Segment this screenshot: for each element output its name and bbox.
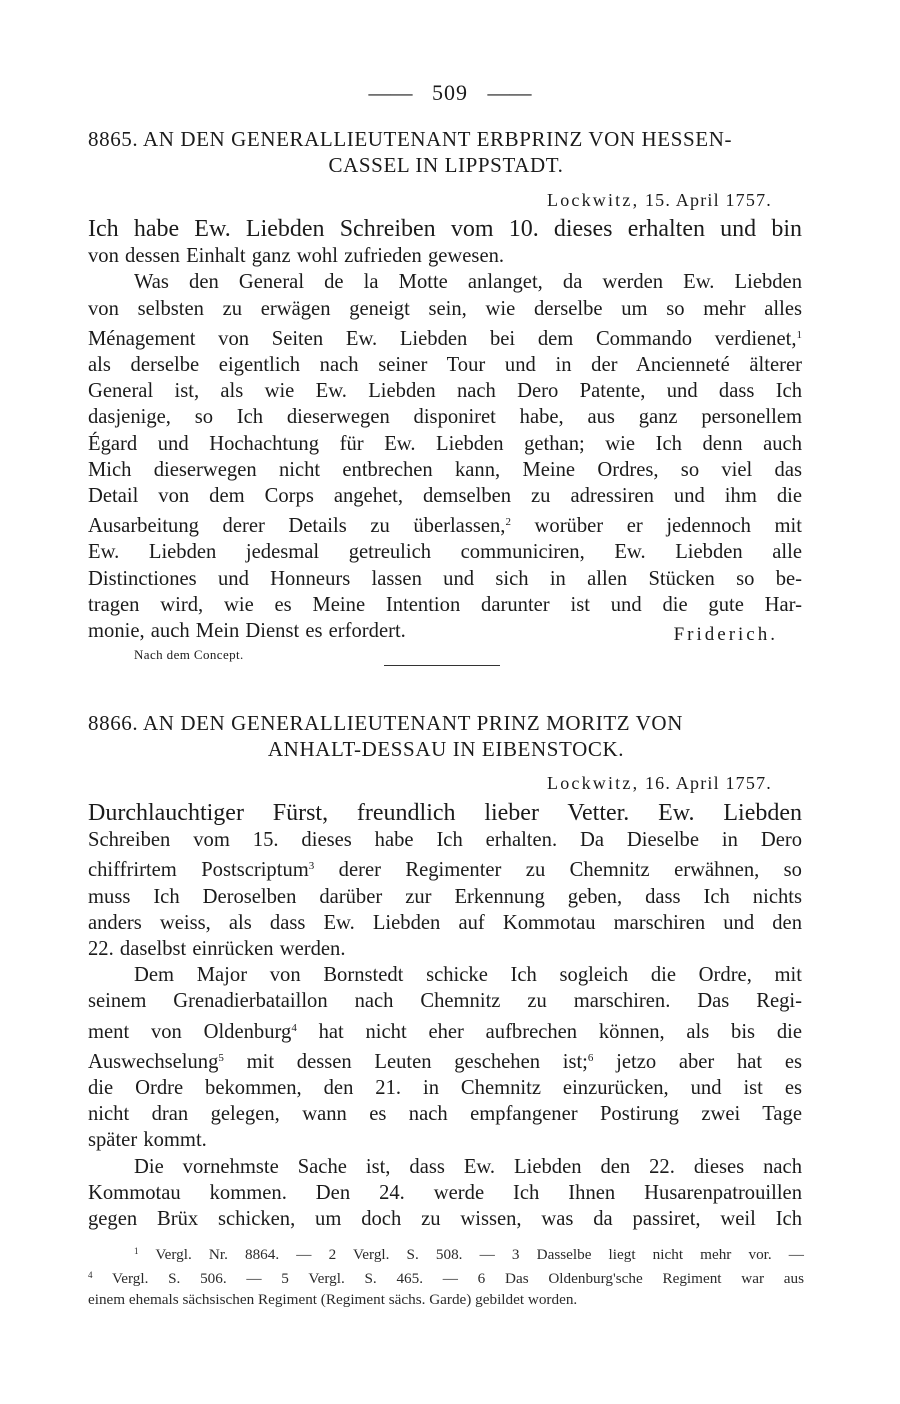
body-line: nicht dran gelegen, wann es nach empfangener Postirung zwei Tage bbox=[88, 1103, 802, 1126]
signature: Friderich. bbox=[673, 624, 778, 645]
body-line bbox=[88, 800, 802, 827]
body-line-text: jetzo aber hat es bbox=[616, 1050, 802, 1073]
body-line bbox=[88, 322, 802, 352]
body-line-text: chiffrirtem Postscriptum bbox=[88, 859, 309, 882]
letter-8865-body bbox=[88, 216, 802, 644]
date-place: Lockwitz, bbox=[547, 190, 640, 210]
body-line-text: Durchlauchtiger Fürst, freundlich lieber Vetter. Ew. Liebden bbox=[88, 800, 802, 826]
letter-8865-dateline bbox=[547, 190, 772, 211]
body-line: Distinctiones und Honneurs lassen und sich in allen Stücken so be- bbox=[88, 567, 802, 590]
footnote-number: 1 bbox=[134, 1246, 139, 1256]
body-line bbox=[88, 853, 802, 883]
body-line: später kommt. bbox=[88, 1129, 207, 1152]
footnote-text: Vergl. Nr. 8864. — 2 Vergl. S. 508. — 3 Dasselbe liegt nicht mehr vor. — bbox=[155, 1246, 804, 1263]
body-line: muss Ich Deroselben darüber zur Erkennung geben, dass Ich nichts bbox=[88, 885, 802, 908]
body-line-text: Auswechselung bbox=[88, 1050, 219, 1073]
date-place: Lockwitz, bbox=[547, 773, 640, 793]
body-line: Dem Major von Bornstedt schicke Ich sogleich die Ordre, mit bbox=[134, 964, 802, 987]
body-line: tragen wird, wie es Meine Intention darunter ist und die gute Har- bbox=[88, 593, 802, 616]
footnote-marker: 1 bbox=[796, 328, 802, 341]
body-line-text: mit dessen Leuten geschehen ist; bbox=[246, 1050, 588, 1073]
heading-line: CASSEL IN LIPPSTADT. bbox=[328, 153, 564, 177]
footnote-line bbox=[88, 1265, 804, 1289]
body-line-text: Ausarbeitung derer Details zu überlassen, bbox=[88, 515, 506, 538]
footnote-text: Vergl. S. 506. — 5 Vergl. S. 465. — 6 Das Oldenburg'sche Regiment war aus bbox=[111, 1270, 804, 1287]
body-line: gegen Brüx schicken, um doch zu wissen, was da passiret, weil Ich bbox=[88, 1208, 802, 1231]
body-line-text: Ich habe Ew. Liebden Schreiben vom 10. dieses erhalten und bin bbox=[88, 216, 802, 242]
body-line-text: Ménagement von Seiten Ew. Liebden bei dem Commando verdienet, bbox=[88, 327, 797, 350]
body-line: Die vornehmste Sache ist, dass Ew. Liebden den 22. dieses nach bbox=[134, 1155, 802, 1178]
body-line: Was den General de la Motte anlanget, da werden Ew. Liebden bbox=[134, 271, 802, 294]
footnote-marker: 3 bbox=[308, 860, 315, 873]
body-line-text: worüber er jedennoch mit bbox=[534, 515, 802, 538]
body-line: von selbsten zu erwägen geneigt sein, wie derselbe um so mehr alles bbox=[88, 297, 802, 320]
heading-line: 8865. AN DEN GENERALLIEUTENANT ERBPRINZ VON HESSEN- bbox=[88, 127, 733, 151]
body-line: die Ordre bekommen, den 21. in Chemnitz einzurücken, und ist es bbox=[88, 1077, 802, 1100]
body-line bbox=[88, 1045, 802, 1075]
body-line: dasjenige, so Ich dieserwegen disponiret habe, aus ganz personellem bbox=[88, 406, 802, 429]
body-line: Kommotau kommen. Den 24. werde Ich Ihnen Husarenpatrouillen bbox=[88, 1181, 802, 1204]
page-number-value: 509 bbox=[432, 80, 468, 105]
letter-8865-heading bbox=[88, 126, 804, 178]
letter-8866-body bbox=[88, 800, 802, 1232]
body-line: Égard und Hochachtung für Ew. Liebden gethan; wie Ich denn auch bbox=[88, 432, 802, 455]
body-line: 22. daselbst einrücken werden. bbox=[88, 938, 346, 961]
body-line: als derselbe eigentlich nach seiner Tour und in der Ancienneté älterer bbox=[88, 354, 802, 377]
section-divider bbox=[384, 665, 500, 666]
body-line: General ist, als wie Ew. Liebden nach Dero Patente, und dass Ich bbox=[88, 380, 802, 403]
heading-line: ANHALT-DESSAU IN EIBENSTOCK. bbox=[267, 737, 625, 761]
body-line bbox=[88, 509, 802, 539]
date-text: 16. April 1757. bbox=[644, 773, 772, 793]
footnote-line: einem ehemals sächsischen Regiment (Regiment sächs. Garde) gebildet worden. bbox=[88, 1291, 578, 1308]
footnotes bbox=[88, 1241, 804, 1310]
footnote-line bbox=[88, 1241, 804, 1265]
body-line: Schreiben vom 15. dieses habe Ich erhalten. Da Dieselbe in Dero bbox=[88, 829, 802, 852]
heading-line: 8866. AN DEN GENERALLIEUTENANT PRINZ MORITZ VON bbox=[88, 711, 683, 735]
date-text: 15. April 1757. bbox=[644, 190, 772, 210]
body-line: Mich dieserwegen nicht entbrechen kann, Meine Ordres, so viel das bbox=[88, 458, 802, 481]
footnote-marker: 4 bbox=[291, 1021, 297, 1034]
footnote-number: 4 bbox=[88, 1270, 93, 1280]
body-line-text: derer Regimenter zu Chemnitz erwähnen, so bbox=[338, 859, 802, 882]
body-line: von dessen Einhalt ganz wohl zufrieden gewesen. bbox=[88, 245, 505, 268]
letter-8866-dateline bbox=[547, 773, 772, 794]
page-number: —— 509 —— bbox=[368, 80, 532, 105]
body-line: Ew. Liebden jedesmal getreulich communiciren, Ew. Liebden alle bbox=[88, 541, 802, 564]
footnote-marker: 6 bbox=[587, 1051, 594, 1064]
source-note: Nach dem Concept. bbox=[134, 647, 244, 662]
body-line: Detail von dem Corps angehet, demselben zu adressiren und ihm die bbox=[88, 485, 802, 508]
body-line: anders weiss, als dass Ew. Liebden auf Kommotau marschiren und den bbox=[88, 911, 802, 934]
footnote-marker: 5 bbox=[218, 1051, 224, 1064]
body-line: seinem Grenadierbataillon nach Chemnitz zu marschiren. Das Regi- bbox=[88, 990, 802, 1013]
footnote-marker: 2 bbox=[505, 516, 511, 529]
body-line-text: hat nicht eher aufbrechen können, als bis die bbox=[318, 1020, 802, 1043]
body-line bbox=[88, 216, 802, 243]
body-line: monie, auch Mein Dienst es erfordert. bbox=[88, 620, 406, 643]
body-line-text: ment von Oldenburg bbox=[88, 1020, 292, 1043]
body-line bbox=[88, 1015, 802, 1045]
letter-8866-heading bbox=[88, 710, 804, 762]
